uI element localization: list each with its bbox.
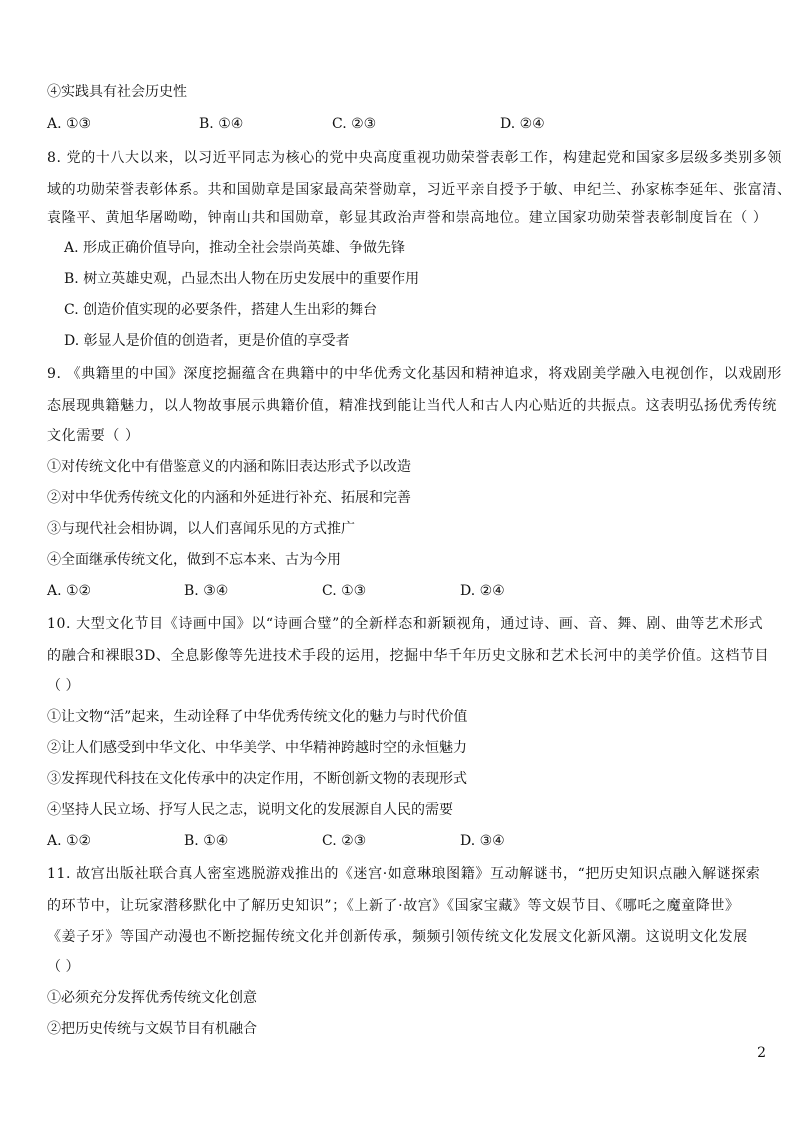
q7-item-4: ④实践具有社会历史性 [47,84,187,100]
q10-stem-line-1: 10. 大型文化节目《诗画中国》以“诗画合璧”的全新样态和新颖视角，通过诗、画、音、舞、剧、曲等艺术形式 [47,616,764,632]
q9-stem-line-3: 文化需要（ ） [47,428,140,444]
q9-option-b: B. ③④ [184,583,229,599]
q9-item-3: ③与现代社会相协调，以人们喜闻乐见的方式推广 [47,521,355,537]
q8-option-b: B. 树立英雄史观，凸显杰出人物在历史发展中的重要作用 [64,271,420,287]
q9-option-c: C. ①③ [322,583,367,599]
q8-option-d: D. 彰显人是价值的创造者，更是价值的享受者 [64,333,350,349]
q10-option-b: B. ①④ [184,833,229,849]
q7-option-b: B. ①④ [199,116,244,132]
q10-option-c: C. ②③ [322,833,367,849]
q11-stem-line-2: 的环节中，让玩家潜移默化中了解历史知识”；《上新了·故宫》《国家宝藏》等文娱节目、《哪吒之魔童降世》 [47,898,740,914]
q8-stem-line-3: 袁隆平、黄旭华屠呦呦，钟南山共和国勋章，彰显其政治声誉和崇高地位。建立国家功勋荣誉表彰制度旨在（ ） [47,210,768,226]
q9-item-2: ②对中华优秀传统文化的内涵和外延进行补充、拓展和完善 [47,490,411,506]
q10-option-a: A. ①② [47,833,92,849]
q10-option-d: D. ③④ [460,833,505,849]
q10-stem-line-3: （ ） [47,678,80,694]
q10-item-1: ①让文物“活”起来，生动诠释了中华优秀传统文化的魅力与时代价值 [47,709,468,725]
page-number: 2 [757,1045,766,1061]
q8-option-c: C. 创造价值实现的必要条件，搭建人生出彩的舞台 [64,302,378,318]
q11-stem-line-3: 《姜子牙》等国产动漫也不断挖掘传统文化并创新传承，频频引领传统文化发展文化新风潮。这说明文化发展 [47,929,748,945]
q11-item-2: ②把历史传统与文娱节目有机融合 [47,1021,257,1037]
q7-option-d: D. ②④ [500,116,545,132]
q11-stem-line-4: （ ） [47,959,80,975]
q10-item-4: ④坚持人民立场、抒写人民之志，说明文化的发展源自人民的需要 [47,802,453,818]
q9-option-a: A. ①② [47,583,92,599]
q9-stem-line-2: 态展现典籍魅力，以人物故事展示典籍价值，精准找到能让当代人和古人内心贴近的共振点。这表明弘扬优秀传统 [47,398,777,414]
q10-stem-line-2: 的融合和裸眼3D、全息影像等先进技术手段的运用，挖掘中华千年历史文脉和艺术长河中的美学价值。这档节目 [47,648,770,664]
q9-item-4: ④全面继承传统文化，做到不忘本来、古为今用 [47,552,341,568]
q9-item-1: ①对传统文化中有借鉴意义的内涵和陈旧表达形式予以改造 [47,459,411,475]
q8-stem-line-1: 8. 党的十八大以来，以习近平同志为核心的党中央高度重视功勋荣誉表彰工作，构建起党和国家多层级多类别多领 [47,150,783,166]
q8-option-a: A. 形成正确价值导向，推动全社会崇尚英雄、争做先锋 [64,240,406,256]
q10-item-2: ②让人们感受到中华文化、中华美学、中华精神跨越时空的永恒魅力 [47,740,467,756]
q8-stem-line-2: 域的功勋荣誉表彰体系。共和国勋章是国家最高荣誉勋章，习近平亲自授予于敏、申纪兰、孙家栋李延年、张富清、 [47,182,792,198]
q9-stem-line-1: 9. 《典籍里的中国》深度挖掘蕴含在典籍中的中华优秀文化基因和精神追求，将戏剧美学融入电视创作，以戏剧形 [47,366,783,382]
q7-option-c: C. ②③ [332,116,377,132]
q10-item-3: ③发挥现代科技在文化传承中的决定作用，不断创新文物的表现形式 [47,771,467,787]
q7-option-a: A. ①③ [47,116,92,132]
q11-stem-line-1: 11. 故宫出版社联合真人密室逃脱游戏推出的《迷宫·如意琳琅图籍》互动解谜书，“把历史知识点融入解谜探索 [47,866,761,882]
q11-item-1: ①必须充分发挥优秀传统文化创意 [47,990,257,1006]
q9-option-d: D. ②④ [460,583,505,599]
